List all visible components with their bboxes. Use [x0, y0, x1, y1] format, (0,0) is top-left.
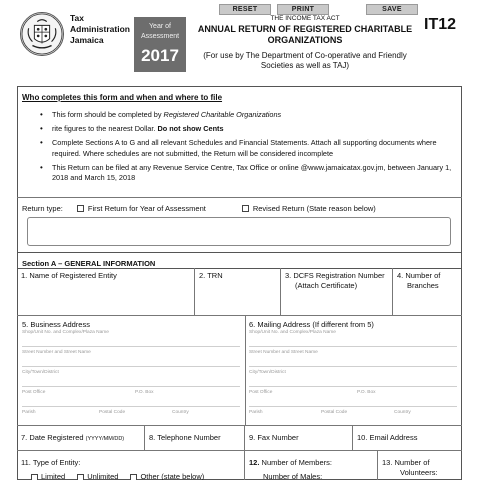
form-title: ANNUAL RETURN OF REGISTERED CHARITABLE ORGANIZATIONS [197, 24, 413, 45]
business-street-input[interactable] [22, 366, 240, 367]
street-hint: Street Number and Street Name [249, 350, 318, 355]
trn-field[interactable]: 2. TRN [195, 268, 281, 315]
street-hint: Street Number and Street Name [22, 350, 91, 355]
coat-of-arms-logo [20, 12, 64, 56]
parish-hint: Parish [249, 410, 263, 415]
first-return-checkbox[interactable] [77, 205, 84, 212]
volunteers-field[interactable]: 13. Number of Volunteers: [382, 458, 438, 477]
date-registered-field[interactable]: 7. Date Registered (YYYY/MM/DD) [17, 425, 145, 450]
po-box-hint: P.O. Box [357, 390, 376, 395]
section-a-row-1 [17, 268, 462, 315]
dcfs-registration-field[interactable]: 3. DCFS Registration Number (Attach Certificate) [281, 268, 393, 315]
instruction-item: • This Return can be filed at any Revenue Service Centre, Tax Office or online @www.jamaicatax.gov.jm, between January 1, 2018 and March 15, 2018 [40, 162, 452, 182]
unlimited-checkbox[interactable] [77, 474, 84, 480]
print-button[interactable]: PRINT [277, 4, 329, 15]
assessment-year: 2017 [141, 46, 179, 65]
instructions-list [40, 110, 458, 187]
post-office-hint: Post Office [249, 390, 273, 395]
postal-code-hint: Postal Code [99, 410, 126, 415]
section-a-title: Section A – GENERAL INFORMATION [22, 259, 156, 268]
section-a-row-entity [17, 450, 462, 480]
mailing-shop-input[interactable] [249, 346, 457, 347]
business-address-label: 5. Business Address [22, 320, 90, 329]
who-completes-heading: Who completes this form and when and where to file [22, 93, 223, 102]
mailing-address-label: 6. Mailing Address (If different from 5) [249, 320, 374, 329]
business-city-input[interactable] [22, 386, 240, 387]
instruction-item: • rite figures to the nearest Dollar. Do not show Cents [40, 124, 224, 133]
branches-field[interactable]: 4. Number of Branches [397, 271, 441, 290]
revised-reason-input[interactable] [27, 217, 451, 246]
revised-return-checkbox[interactable] [242, 205, 249, 212]
divider [17, 252, 462, 253]
country-hint: Country [394, 410, 411, 415]
form-subtitle: (For use by The Department of Co-operative and Friendly Societies as well as TAJ) [203, 51, 407, 70]
divider [17, 197, 462, 198]
po-box-hint: P.O. Box [135, 390, 154, 395]
save-button[interactable]: SAVE [366, 4, 418, 15]
agency-name: Tax Administration Jamaica [70, 13, 130, 45]
shop-hint: Shop/Unit No. and Complex/Plaza Name [22, 330, 109, 335]
shop-hint: Shop/Unit No. and Complex/Plaza Name [249, 330, 336, 335]
section-a-row-contact [17, 425, 462, 450]
divider [245, 315, 246, 425]
other-checkbox[interactable] [130, 474, 137, 480]
return-type-row: Return type: First Return for Year of Assessment Revised Return (State reason below) [22, 204, 376, 213]
business-po-input[interactable] [22, 406, 240, 407]
city-hint: City/Town/District [22, 370, 59, 375]
act-name: THE INCOME TAX ACT [270, 15, 340, 22]
instruction-item: • This form should be completed by Registered Charitable Organizations [40, 110, 282, 119]
year-of-assessment-box: Year of Assessment 2017 [134, 17, 186, 72]
post-office-hint: Post Office [22, 390, 46, 395]
instruction-item: • Complete Sections A to G and all relevant Schedules and Financial Statements. Attach all supporting documents where required. Where schedules are not submitted, the Return will be considered incomplete [40, 138, 437, 158]
entity-name-field[interactable]: 1. Name of Registered Entity [17, 268, 195, 315]
mailing-po-input[interactable] [249, 406, 457, 407]
business-shop-input[interactable] [22, 346, 240, 347]
email-field[interactable]: 10. Email Address [357, 433, 418, 442]
country-hint: Country [172, 410, 189, 415]
entity-type-field: 11. Type of Entity: Limited Unlimited Other (state below) [17, 450, 245, 480]
parish-hint: Parish [22, 410, 36, 415]
fax-field[interactable]: 9. Fax Number [245, 425, 353, 450]
city-hint: City/Town/District [249, 370, 286, 375]
reset-button[interactable]: RESET [219, 4, 271, 15]
address-block [17, 315, 462, 425]
limited-checkbox[interactable] [31, 474, 38, 480]
mailing-city-input[interactable] [249, 386, 457, 387]
members-field[interactable]: 12. Number of Members: Number of Males: [245, 450, 378, 480]
telephone-field[interactable]: 8. Telephone Number [145, 425, 245, 450]
form-code: IT12 [424, 16, 457, 33]
mailing-street-input[interactable] [249, 366, 457, 367]
postal-code-hint: Postal Code [321, 410, 348, 415]
